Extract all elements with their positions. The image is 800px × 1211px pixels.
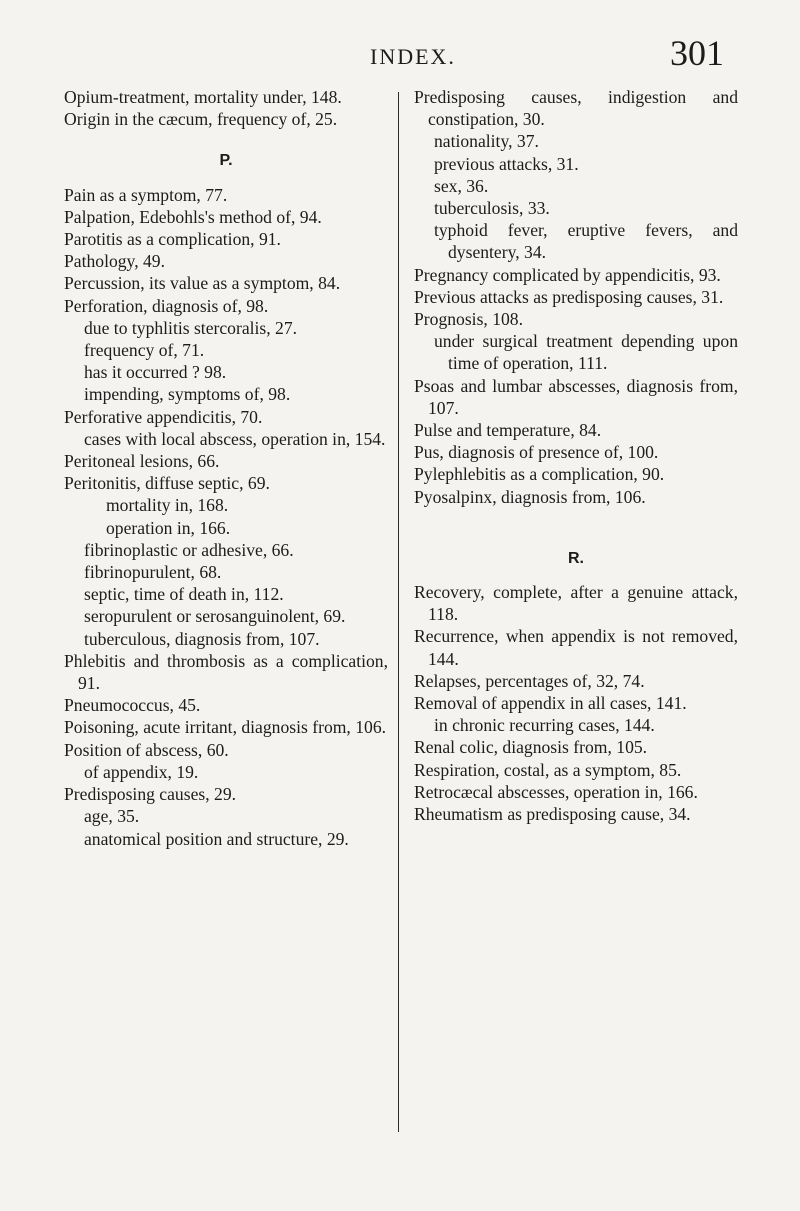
index-subentry: fibrinopurulent, 68. [84,562,222,583]
index-entry: Pylephlebitis as a complication, 90. [414,464,665,485]
index-entry: Pus, diagnosis of presence of, 100. [414,442,659,463]
index-column-right [414,86,738,825]
index-entry: Opium-treatment, mortality under, 148. [64,87,342,107]
index-entry: Pathology, 49. [64,251,166,272]
index-subentry: under surgical treatment depending upon time of operation, 111. [434,331,738,374]
index-subentry: tuberculosis, 33. [434,198,550,219]
running-head: INDEX. [370,44,456,69]
index-subentry: typhoid fever, eruptive fevers, and dysentery, 34. [434,220,738,263]
index-entry: Position of abscess, 60. [64,739,229,760]
index-subentry: previous attacks, 31. [434,153,579,174]
entry-group-r [414,581,738,825]
index-subentry: tuberculous, diagnosis from, 107. [84,628,320,649]
index-entry: Parotitis as a complication, 91. [64,229,281,250]
page-number: 301 [670,33,724,73]
index-entry: Recurrence, when appendix is not removed, 144. [414,626,738,669]
index-subentry: sex, 36. [434,175,489,196]
index-entry: Renal colic, diagnosis from, 105. [414,737,648,758]
index-entry: Pulse and temperature, 84. [414,420,602,441]
index-entry: Predisposing causes, indigestion and constipation, 30. [414,87,738,130]
index-subentry: operation in, 166. [106,517,231,538]
index-entry: Retrocæcal abscesses, operation in, 166. [414,781,698,802]
index-subentry: septic, time of death in, 112. [84,584,284,605]
index-subentry: age, 35. [84,806,140,827]
index-entry: Recovery, complete, after a genuine attack, 118. [414,582,738,625]
index-entry: Pyosalpinx, diagnosis from, 106. [414,486,646,507]
index-entry: Previous attacks as predisposing causes, 31. [414,286,724,307]
column-divider [398,92,399,1132]
index-entry: Perforation, diagnosis of, 98. [64,295,269,316]
index-entry: Pain as a symptom, 77. [64,184,228,205]
index-subentry: due to typhlitis stercoralis, 27. [84,317,298,338]
section-letter-r: R. [568,549,584,567]
index-subentry: impending, symptoms of, 98. [84,384,291,405]
index-entry: Relapses, percentages of, 32, 74. [414,670,645,691]
entry-group-o [64,86,388,130]
index-subentry: mortality in, 168. [106,495,229,516]
index-entry: Palpation, Edebohls's method of, 94. [64,206,322,227]
section-letter-p: P. [219,152,233,170]
index-subentry: seropurulent or serosanguinolent, 69. [84,606,346,627]
entry-group-p [64,184,388,850]
index-subentry: in chronic recurring cases, 144. [434,715,655,736]
index-entry: Prognosis, 108. [414,309,523,330]
index-subentry: anatomical position and structure, 29. [84,828,349,849]
index-subentry: fibrinoplastic or adhesive, 66. [84,539,294,560]
index-column-left [64,86,388,850]
index-entry: Removal of appendix in all cases, 141. [414,693,687,714]
index-entry: Percussion, its value as a symptom, 84. [64,273,341,294]
index-entry: Psoas and lumbar abscesses, diagnosis from, 107. [414,375,738,418]
index-entry: Perforative appendicitis, 70. [64,406,263,427]
index-entry: Poisoning, acute irritant, diagnosis from, 106. [64,717,387,738]
index-entry: Phlebitis and thrombosis as a complication, 91. [64,650,388,694]
index-entry: Origin in the cæcum, frequency of, 25. [64,109,338,130]
index-subentry: has it occurred ? 98. [84,362,227,383]
index-subentry: of appendix, 19. [84,761,199,782]
index-entry: Rheumatism as predisposing cause, 34. [414,804,691,825]
index-entry: Respiration, costal, as a symptom, 85. [414,759,682,780]
index-subentry: nationality, 37. [434,131,539,152]
index-entry: Pregnancy complicated by appendicitis, 93. [414,264,721,285]
index-entry: Predisposing causes, 29. [64,784,237,805]
index-entry: Peritoneal lesions, 66. [64,451,220,472]
entry-group-p-continued [414,86,738,508]
index-entry: Peritonitis, diffuse septic, 69. [64,473,270,494]
index-entry: Pneumococcus, 45. [64,695,201,716]
index-subentry: cases with local abscess, operation in, 154. [84,428,386,449]
index-subentry: frequency of, 71. [84,340,205,361]
